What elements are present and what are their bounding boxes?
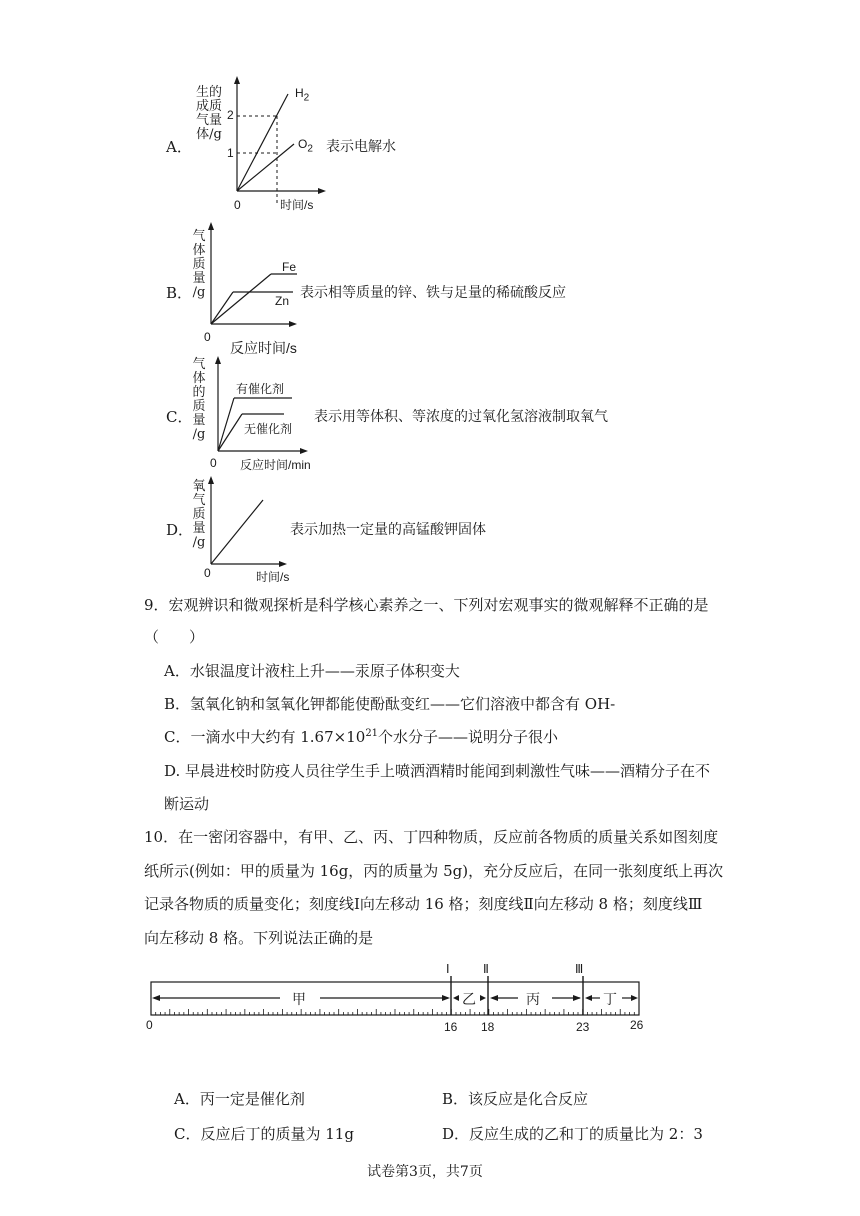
graph-b-origin: 0: [204, 330, 211, 344]
graph-a-ylabel-4: 体/g: [196, 127, 222, 142]
graph-c-ylabel-2: 的: [192, 385, 206, 400]
graph-c-series-no-catalyst: 无催化剂: [244, 422, 293, 436]
graph-b-ylabel-3: 量: [192, 271, 206, 286]
graph-a-ylabel-1: 生的: [195, 85, 222, 100]
graph-c-series-catalyst: 有催化剂: [236, 382, 285, 396]
graph-b-ylabel-1: 体: [192, 243, 206, 258]
q9-stem: 9．宏观辨识和微观探析是科学核心素养之一、下列对宏观事实的微观解释不正确的是: [144, 596, 709, 614]
q10-stem-line3: 记录各物质的质量变化；刻度线Ⅰ向左移动 16 格；刻度线Ⅱ向左移动 8 格；刻度线Ⅲ: [144, 895, 703, 913]
q9-option-c-pre: C．一滴水中大约有 1.67×10: [164, 728, 366, 746]
option-b-letter: B．: [166, 284, 193, 302]
graph-d: [205, 476, 295, 572]
graph-d-ylabel-1: 气: [192, 493, 206, 508]
ruler-tick-18: 18: [481, 1020, 495, 1034]
q9-option-a: A．水银温度计液柱上升——汞原子体积变大: [164, 662, 460, 680]
graph-a: [222, 76, 332, 211]
ruler-label-yi: 乙: [462, 992, 476, 1008]
graph-c-ylabel: [188, 358, 210, 442]
graph-d-ylabel-4: /g: [192, 535, 206, 550]
q9-option-d-line2: 断运动: [164, 795, 210, 813]
ruler-tick-0: 0: [146, 1018, 153, 1032]
h2-subscript: 2: [303, 92, 310, 104]
ruler-label-jia: 甲: [292, 992, 306, 1008]
o2-subscript: 2: [307, 143, 313, 155]
graph-a-ylabel-2: 成质: [195, 99, 222, 114]
q9-option-c: [164, 726, 558, 747]
option-a-desc: 表示电解水: [326, 139, 396, 155]
option-d-desc: 表示加热一定量的高锰酸钾固体: [290, 522, 486, 538]
graph-b-ylabel-0: 气: [192, 229, 206, 244]
graph-b-xlabel: 反应时间/s: [230, 340, 297, 356]
graph-d-ylabel-3: 量: [192, 521, 206, 536]
ruler-tick-23: 23: [576, 1020, 590, 1034]
graph-c: [212, 356, 312, 456]
graph-c-ylabel-3: 质: [192, 399, 206, 414]
option-b-desc: 表示相等质量的锌、铁与足量的稀硫酸反应: [300, 285, 566, 301]
graph-a-ylabel-3: 气量: [195, 113, 222, 128]
o2-symbol: O: [298, 137, 308, 151]
graph-a-series-h2: [295, 86, 309, 103]
q9-option-c-exponent: 21: [365, 728, 379, 739]
graph-c-ylabel-0: 气: [192, 357, 206, 372]
graph-a-series-o2: [298, 137, 313, 154]
graph-b-ylabel-4: /g: [192, 285, 206, 300]
q10-stem-line2: 纸所示(例如：甲的质量为 16g，丙的质量为 5g)，充分反应后，在同一张刻度纸上再次: [144, 862, 724, 880]
graph-d-ylabel-2: 质: [192, 507, 206, 522]
graph-a-origin: 0: [234, 198, 241, 212]
graph-b-series-fe: Fe: [282, 260, 297, 274]
graph-a-xlabel: 时间/s: [280, 198, 314, 212]
graph-c-ylabel-4: 量: [192, 413, 206, 428]
graph-b: [205, 222, 305, 332]
graph-d-ylabel-0: 氧: [192, 479, 206, 494]
graph-b-series-zn: Zn: [275, 294, 290, 308]
ruler-tick-16: 16: [444, 1020, 458, 1034]
graph-d-origin: 0: [204, 566, 211, 580]
q10-option-c: C．反应后丁的质量为 11g: [174, 1125, 354, 1143]
graph-a-ylabel: [192, 86, 226, 142]
ruler-mark-3: Ⅲ: [575, 962, 584, 976]
ruler-mark-1: Ⅰ: [446, 962, 450, 976]
option-a-letter: A．: [166, 138, 192, 156]
graph-b-ylabel-2: 质: [192, 257, 206, 272]
h2-symbol: H: [295, 86, 304, 100]
graph-a-tick-1: 1: [227, 146, 234, 160]
option-c-desc: 表示用等体积、等浓度的过氧化氢溶液制取氧气: [314, 409, 608, 425]
q9-option-b: B．氢氧化钠和氢氧化钾都能使酚酞变红——它们溶液中都含有 OH-: [164, 695, 616, 713]
q10-stem-line4: 向左移动 8 格。下列说法正确的是: [144, 929, 374, 947]
ruler-mark-2: Ⅱ: [483, 962, 489, 976]
graph-a-tick-2: 2: [227, 108, 234, 122]
option-d-letter: D．: [166, 521, 194, 539]
graph-c-origin: 0: [210, 456, 217, 470]
ruler-label-bing: 丙: [526, 992, 540, 1008]
graph-c-ylabel-1: 体: [192, 371, 206, 386]
q9-option-d-line1: D. 早晨进校时防疫人员往学生手上喷洒酒精时能闻到刺激性气味——酒精分子在不: [164, 762, 711, 780]
q9-paren: （ ）: [144, 628, 205, 646]
page-footer: 试卷第3页，共7页: [367, 1164, 483, 1180]
ruler-tick-26: 26: [630, 1018, 644, 1032]
graph-c-ylabel-5: /g: [192, 427, 206, 442]
q10-option-b: B．该反应是化合反应: [442, 1090, 589, 1108]
graph-c-xlabel: 反应时间/min: [240, 458, 311, 472]
ruler-label-ding: 丁: [603, 992, 617, 1008]
graph-d-xlabel: 时间/s: [256, 570, 290, 584]
q10-stem-line1: 10．在一密闭容器中，有甲、乙、丙、丁四种物质，反应前各物质的质量关系如图刻度: [144, 828, 719, 846]
q10-option-d: D．反应生成的乙和丁的质量比为 2：3: [442, 1125, 703, 1143]
option-c-letter: C．: [166, 408, 193, 426]
q9-option-c-post: 个水分子——说明分子很小: [378, 728, 559, 746]
q10-option-a: A．丙一定是催化剂: [174, 1090, 305, 1108]
